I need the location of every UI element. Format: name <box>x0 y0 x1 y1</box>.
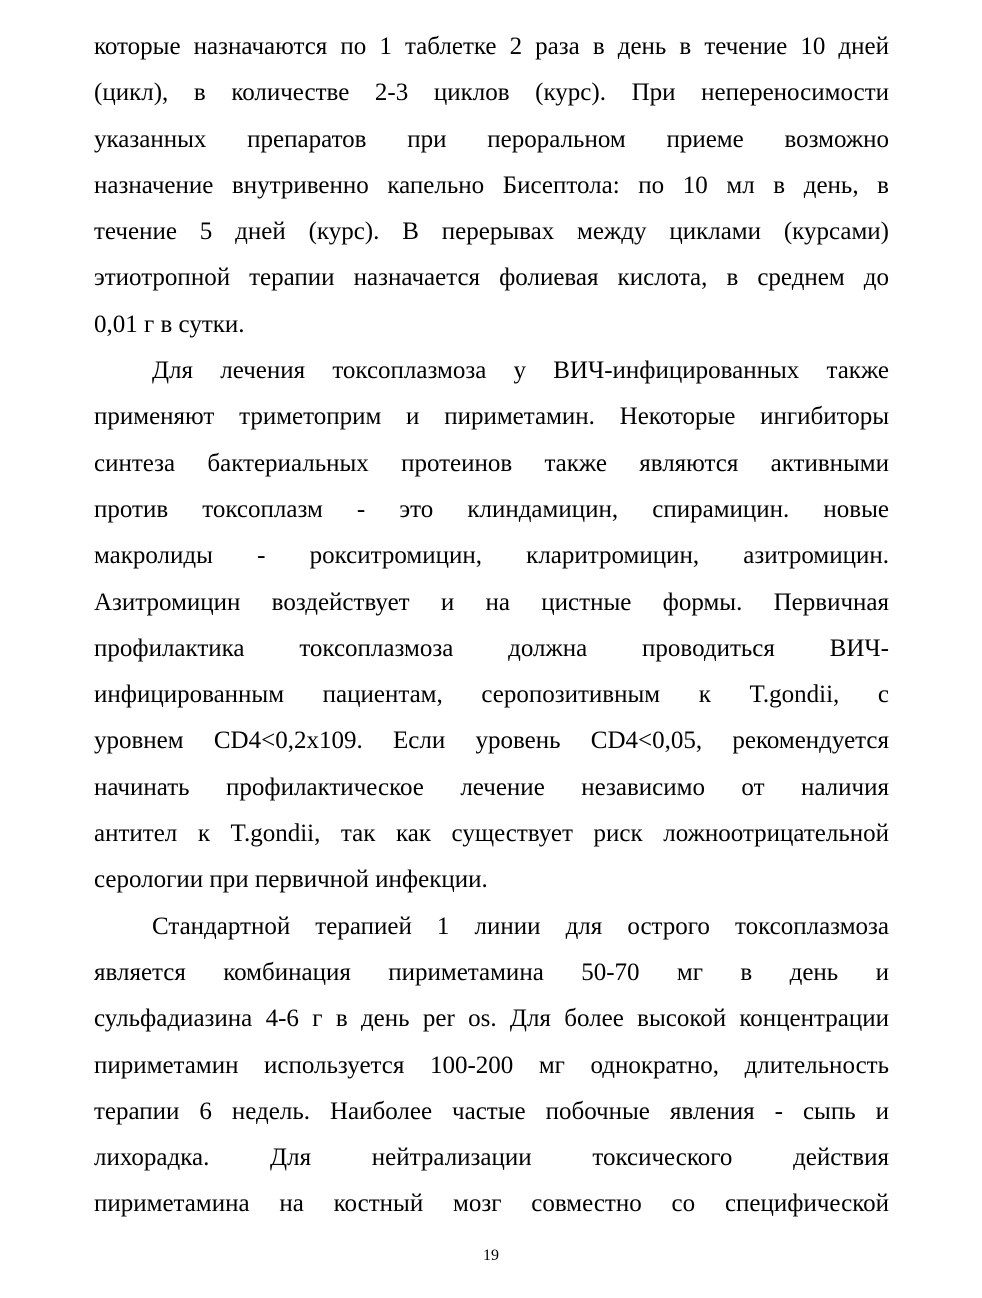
paragraph-1 <box>94 24 889 348</box>
text-line: этиотропной терапии назначается фолиевая кислота, в среднем до <box>94 264 889 292</box>
text-line: серологии при первичной инфекции. <box>94 866 488 894</box>
text-line: сульфадиазина 4-6 г в день per os. Для более высокой концентрации <box>94 1005 889 1033</box>
text-line: антител к T.gondii, так как существует риск ложноотрицательной <box>94 820 889 848</box>
text-line: уровнем CD4<0,2x109. Если уровень CD4<0,05, рекомендуется <box>94 727 889 755</box>
text-line: против токсоплазм - это клиндамицин, спирамицин. новые <box>94 495 889 523</box>
body-text <box>94 24 889 1228</box>
text-line: начинать профилактическое лечение независимо от наличия <box>94 773 889 801</box>
text-line: (цикл), в количестве 2-3 циклов (курс). При непереносимости <box>94 79 889 107</box>
page-number: 19 <box>483 1247 499 1264</box>
text-line: терапии 6 недель. Наиболее частые побочные явления - сыпь и <box>94 1097 889 1125</box>
text-line: указанных препаратов при пероральном приеме возможно <box>94 125 889 153</box>
text-line: пириметамина на костный мозг совместно со специфической <box>94 1190 889 1218</box>
text-line: 0,01 г в сутки. <box>94 310 245 338</box>
text-line: течение 5 дней (курс). В перерывах между циклами (курсами) <box>94 218 889 246</box>
text-line: инфицированным пациентам, серопозитивным к T.gondii, с <box>94 681 889 709</box>
text-line: синтеза бактериальных протеинов также являются активными <box>94 449 889 477</box>
text-line: макролиды - рокситромицин, кларитромицин, азитромицин. <box>94 542 889 570</box>
text-line: профилактика токсоплазмоза должна проводиться ВИЧ- <box>94 634 889 662</box>
text-line: назначение внутривенно капельно Бисептола: по 10 мл в день, в <box>94 171 889 199</box>
text-line: Азитромицин воздействует и на цистные формы. Первичная <box>94 588 889 616</box>
text-line: Для лечения токсоплазмоза у ВИЧ-инфицированных также <box>152 357 889 385</box>
text-line: применяют триметоприм и пириметамин. Некоторые ингибиторы <box>94 403 889 431</box>
text-line: пириметамин используется 100-200 мг однократно, длительность <box>94 1051 889 1079</box>
paragraph-3 <box>94 904 889 1228</box>
paragraph-2 <box>94 348 889 904</box>
text-line: является комбинация пириметамина 50-70 мг в день и <box>94 958 889 986</box>
text-line: Стандартной терапией 1 линии для острого токсоплазмоза <box>152 912 889 940</box>
text-line: которые назначаются по 1 таблетке 2 раза в день в течение 10 дней <box>94 33 889 60</box>
text-line: лихорадка. Для нейтрализации токсического действия <box>94 1144 889 1172</box>
